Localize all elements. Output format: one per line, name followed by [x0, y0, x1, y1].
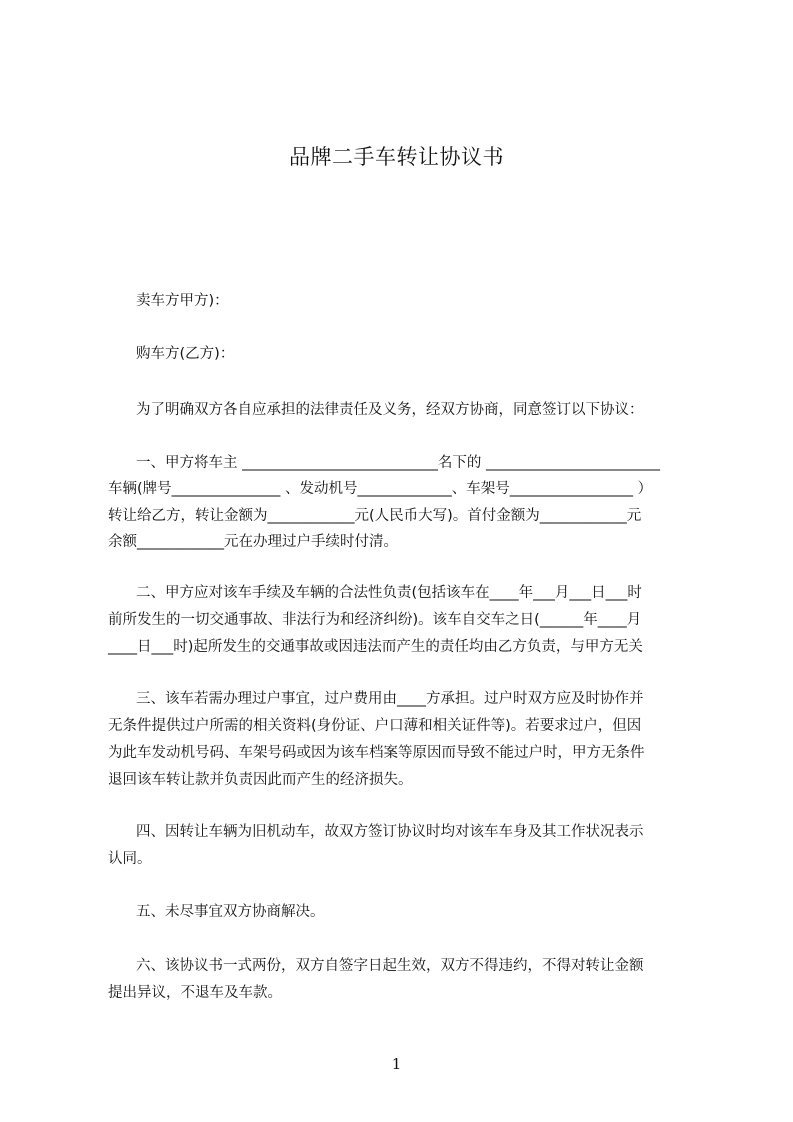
seller-line: 卖车方甲方)：	[136, 293, 229, 309]
clause-5: 五、未尽事宜双方协商解决。	[136, 904, 325, 920]
clause-6-line: 六、该协议书一式两份，双方自签字日起生效，双方不得违约，不得对转让金额	[136, 958, 644, 974]
clause-2-line: 前所发生的一切交通事故、非法行为和经济纠纷)。该车自交车之日(______年____月	[108, 612, 642, 628]
clause-1-line: 转让给乙方，转让金额为____________元(人民币大写)。首付金额为____________元	[108, 508, 642, 524]
clause-2-line: 二、甲方应对该车手续及车辆的合法性负责(包括该车在____年___月___日___时	[136, 585, 642, 601]
clause-1-line: 一、甲方将车主 ___________________________名下的 ________________________	[136, 455, 660, 471]
clause-3-line: 无条件提供过户所需的相关资料(身份证、户口薄和相关证件等)。若要求过户，但因	[108, 718, 642, 734]
clause-3-line: 为此车发动机号码、车架号码或因为该车档案等原因而导致不能过户时，甲方无条件	[108, 745, 645, 761]
buyer-line: 购车方(乙方)：	[136, 346, 235, 362]
clause-3-line: 三、该车若需办理过户事宜，过户费用由____方承担。过户时双方应及时协作并	[136, 691, 644, 707]
clause-4-line: 认同。	[108, 851, 152, 867]
clause-3-line: 退回该车转让款并负责因此而产生的经济损失。	[108, 772, 413, 788]
page-number: 1	[391, 1055, 402, 1073]
clause-1-line: 余额____________元在办理过户手续时付清。	[108, 534, 398, 550]
intro-paragraph: 为了明确双方各自应承担的法律责任及义务，经双方协商，同意签订以下协议：	[136, 402, 644, 418]
document-title: 品牌二手车转让协议书	[289, 145, 504, 169]
clause-2-line: ____日___时)起所发生的交通事故或因违法而产生的责任均由乙方负责，与甲方无关	[108, 639, 643, 655]
clause-1-line: 车辆(牌号_______________ 、发动机号_____________、车架号_________________ ）	[108, 481, 653, 497]
clause-4-line: 四、因转让车辆为旧机动车，故双方签订协议时均对该车车身及其工作状况表示	[136, 824, 644, 840]
clause-6-line: 提出异议，不退车及车款。	[108, 985, 282, 1001]
